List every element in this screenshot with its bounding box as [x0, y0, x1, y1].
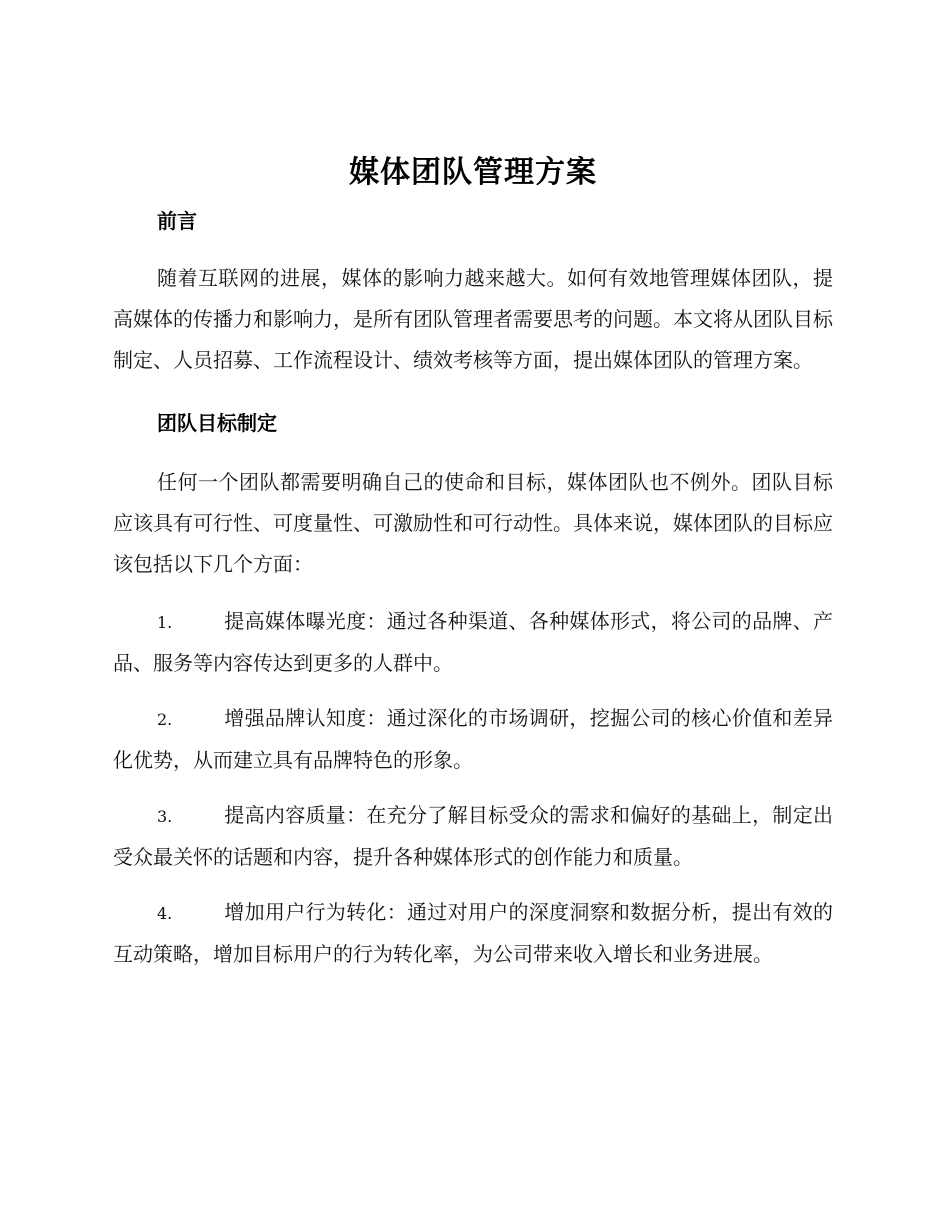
list-item	[113, 892, 833, 975]
list-item-text: 增强品牌认知度：通过深化的市场调研，挖掘公司的核心价值和差异化优势，从而建立具有品牌特色的形象。	[113, 706, 833, 772]
team-goals-paragraph: 任何一个团队都需要明确自己的使命和目标，媒体团队也不例外。团队目标应该具有可行性、可度量性、可激励性和可行动性。具体来说，媒体团队的目标应该包括以下几个方面：	[113, 470, 833, 576]
goals-list	[113, 601, 833, 975]
list-item-text: 增加用户行为转化：通过对用户的深度洞察和数据分析，提出有效的互动策略，增加目标用户的行为转化率，为公司带来收入增长和业务进展。	[113, 900, 833, 966]
list-item-text: 提高内容质量：在充分了解目标受众的需求和偏好的基础上，制定出受众最关怀的话题和内容，提升各种媒体形式的创作能力和质量。	[113, 803, 833, 869]
list-item-number: 3.	[157, 807, 173, 826]
list-item-number: 1.	[157, 613, 173, 632]
list-item-number: 4.	[157, 904, 173, 923]
section-heading-preface: 前言	[157, 209, 197, 233]
preface-paragraph: 随着互联网的进展，媒体的影响力越来越大。如何有效地管理媒体团队，提高媒体的传播力和影响力，是所有团队管理者需要思考的问题。本文将从团队目标制定、人员招募、工作流程设计、绩效考核等方面，提出媒体团队的管理方案。	[113, 266, 833, 372]
list-item	[113, 601, 833, 684]
list-item-text: 提高媒体曝光度：通过各种渠道、各种媒体形式，将公司的品牌、产品、服务等内容传达到更多的人群中。	[113, 609, 833, 675]
document-page	[113, 150, 833, 975]
list-item-number: 2.	[157, 710, 173, 729]
list-item	[113, 698, 833, 781]
document-title: 媒体团队管理方案	[349, 155, 597, 190]
section-heading-team-goals: 团队目标制定	[157, 411, 277, 435]
list-item	[113, 795, 833, 878]
